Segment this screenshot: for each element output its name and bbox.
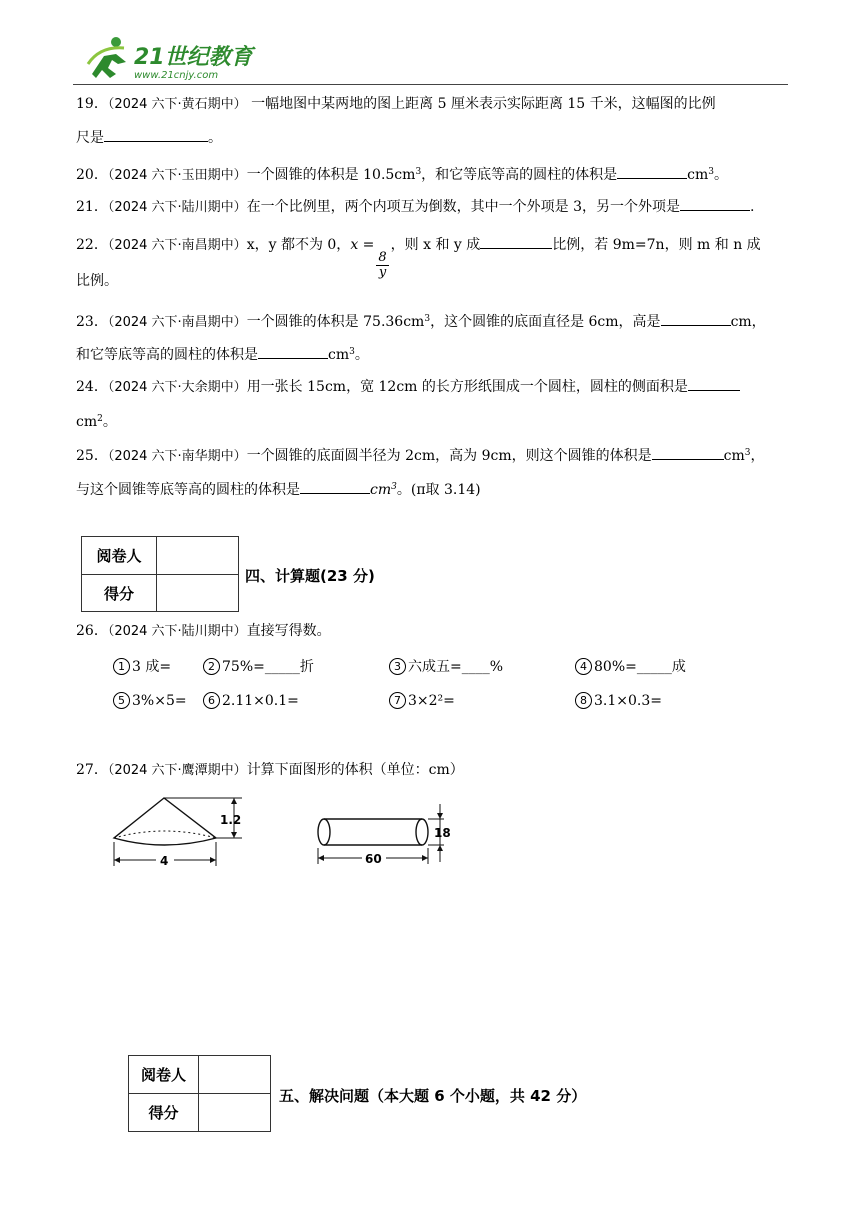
cylinder-figure (312, 804, 462, 870)
question-24-cont: $cm^2$。 (76, 414, 117, 430)
question-27: 27．（2024 六下·鹰潭期中）计算下面图形的体积（单位：cm） (76, 762, 464, 778)
question-22-cont: 比例。 (76, 273, 118, 289)
score-cell[interactable] (199, 1094, 271, 1132)
answer-blank[interactable] (617, 164, 687, 179)
answer-blank[interactable] (480, 234, 552, 249)
score-label: 得分 (82, 575, 157, 612)
section-5-title: 五、解决问题（本大题 6 个小题，共 42 分） (279, 1087, 587, 1105)
oral-item-1: 1 3 成= (113, 656, 171, 676)
answer-blank[interactable] (661, 311, 731, 326)
answer-blank[interactable] (300, 479, 370, 494)
grader-label: 阅卷人 (129, 1056, 199, 1094)
answer-blank[interactable] (680, 196, 750, 211)
logo-url: www.21cnjy.com (134, 70, 219, 81)
question-19: 19．（2024 六下·黄石期中） 一幅地图中某两地的图上距离 5 厘米表示实际距离 15 千米，这幅图的比例 (76, 96, 716, 112)
question-22: 22．（2024 六下·南昌期中）x，y 都不为 0，x = $\frac{8}{y}$ ，则 x 和 y 成 比例，若 9m=7n，则 m 和 n 成 (76, 234, 761, 280)
header-rule (73, 84, 788, 85)
runner-icon (88, 37, 126, 78)
score-cell[interactable] (157, 575, 239, 612)
cyl-diameter-label: 18 (434, 826, 451, 840)
oral-item-5: 5 3%×5= (113, 692, 187, 709)
question-20: 20．（2024 六下·玉田期中）一个圆锥的体积是 $10.5cm^3$，和它等底等高的圆柱的体积是 $cm^3$。 (76, 162, 728, 186)
oral-item-3: 3 六成五=____% (389, 656, 503, 676)
cone-height-label: 1.2 (220, 813, 242, 827)
oral-item-7: 7 3×2²= (389, 692, 455, 709)
cone-base-label: 4 (160, 854, 169, 868)
answer-blank[interactable] (652, 445, 724, 460)
question-23-cont: 和它等底等高的圆柱的体积是 $cm^3$。 (76, 342, 369, 365)
score-label: 得分 (129, 1094, 199, 1132)
cyl-length-label: 60 (365, 852, 382, 866)
answer-blank[interactable] (258, 344, 328, 359)
logo-21cnjy (82, 34, 262, 84)
section-4-title: 四、计算题(23 分) (245, 567, 375, 585)
oral-item-6: 6 2.11×0.1= (203, 692, 299, 709)
question-21: 21．（2024 六下·陆川期中）在一个比例里，两个内项互为倒数，其中一个外项是 3，另一个外项是 . (76, 196, 755, 218)
question-26: 26．（2024 六下·陆川期中）直接写得数。 (76, 623, 331, 639)
question-24: 24．（2024 六下·大余期中）用一张长 15cm，宽 12cm 的长方形纸围成一个圆柱，圆柱的侧面积是 (76, 376, 740, 398)
oral-item-4: 4 80%=_____成 (575, 656, 686, 676)
score-box-section-5 (128, 1055, 271, 1132)
grader-label: 阅卷人 (82, 537, 157, 575)
answer-blank[interactable] (688, 376, 740, 391)
question-23: 23．（2024 六下·南昌期中）一个圆锥的体积是 $75.36cm^3$，这个圆锥的底面直径是 6cm，高是 cm， (76, 309, 766, 333)
question-19-cont: 尺是 。 (76, 127, 222, 148)
logo-text: 21世纪教育 (134, 45, 253, 70)
question-25-cont: 与这个圆锥等底等高的圆柱的体积是 $cm^3$。(π取 3.14) (76, 477, 481, 500)
grader-cell[interactable] (199, 1056, 271, 1094)
question-25: 25．（2024 六下·南华期中）一个圆锥的底面圆半径为 2cm，高为 9cm，则这个圆锥的体积是 $cm^3$， (76, 443, 765, 467)
score-box-section-4 (81, 536, 239, 612)
oral-item-8: 8 3.1×0.3= (575, 692, 662, 709)
cone-figure (104, 790, 254, 870)
oral-item-2: 2 75%=_____折 (203, 656, 314, 676)
fraction-8-over-y: $\frac{8}{y}$ (378, 250, 387, 280)
grader-cell[interactable] (157, 537, 239, 575)
answer-blank[interactable] (104, 127, 208, 142)
